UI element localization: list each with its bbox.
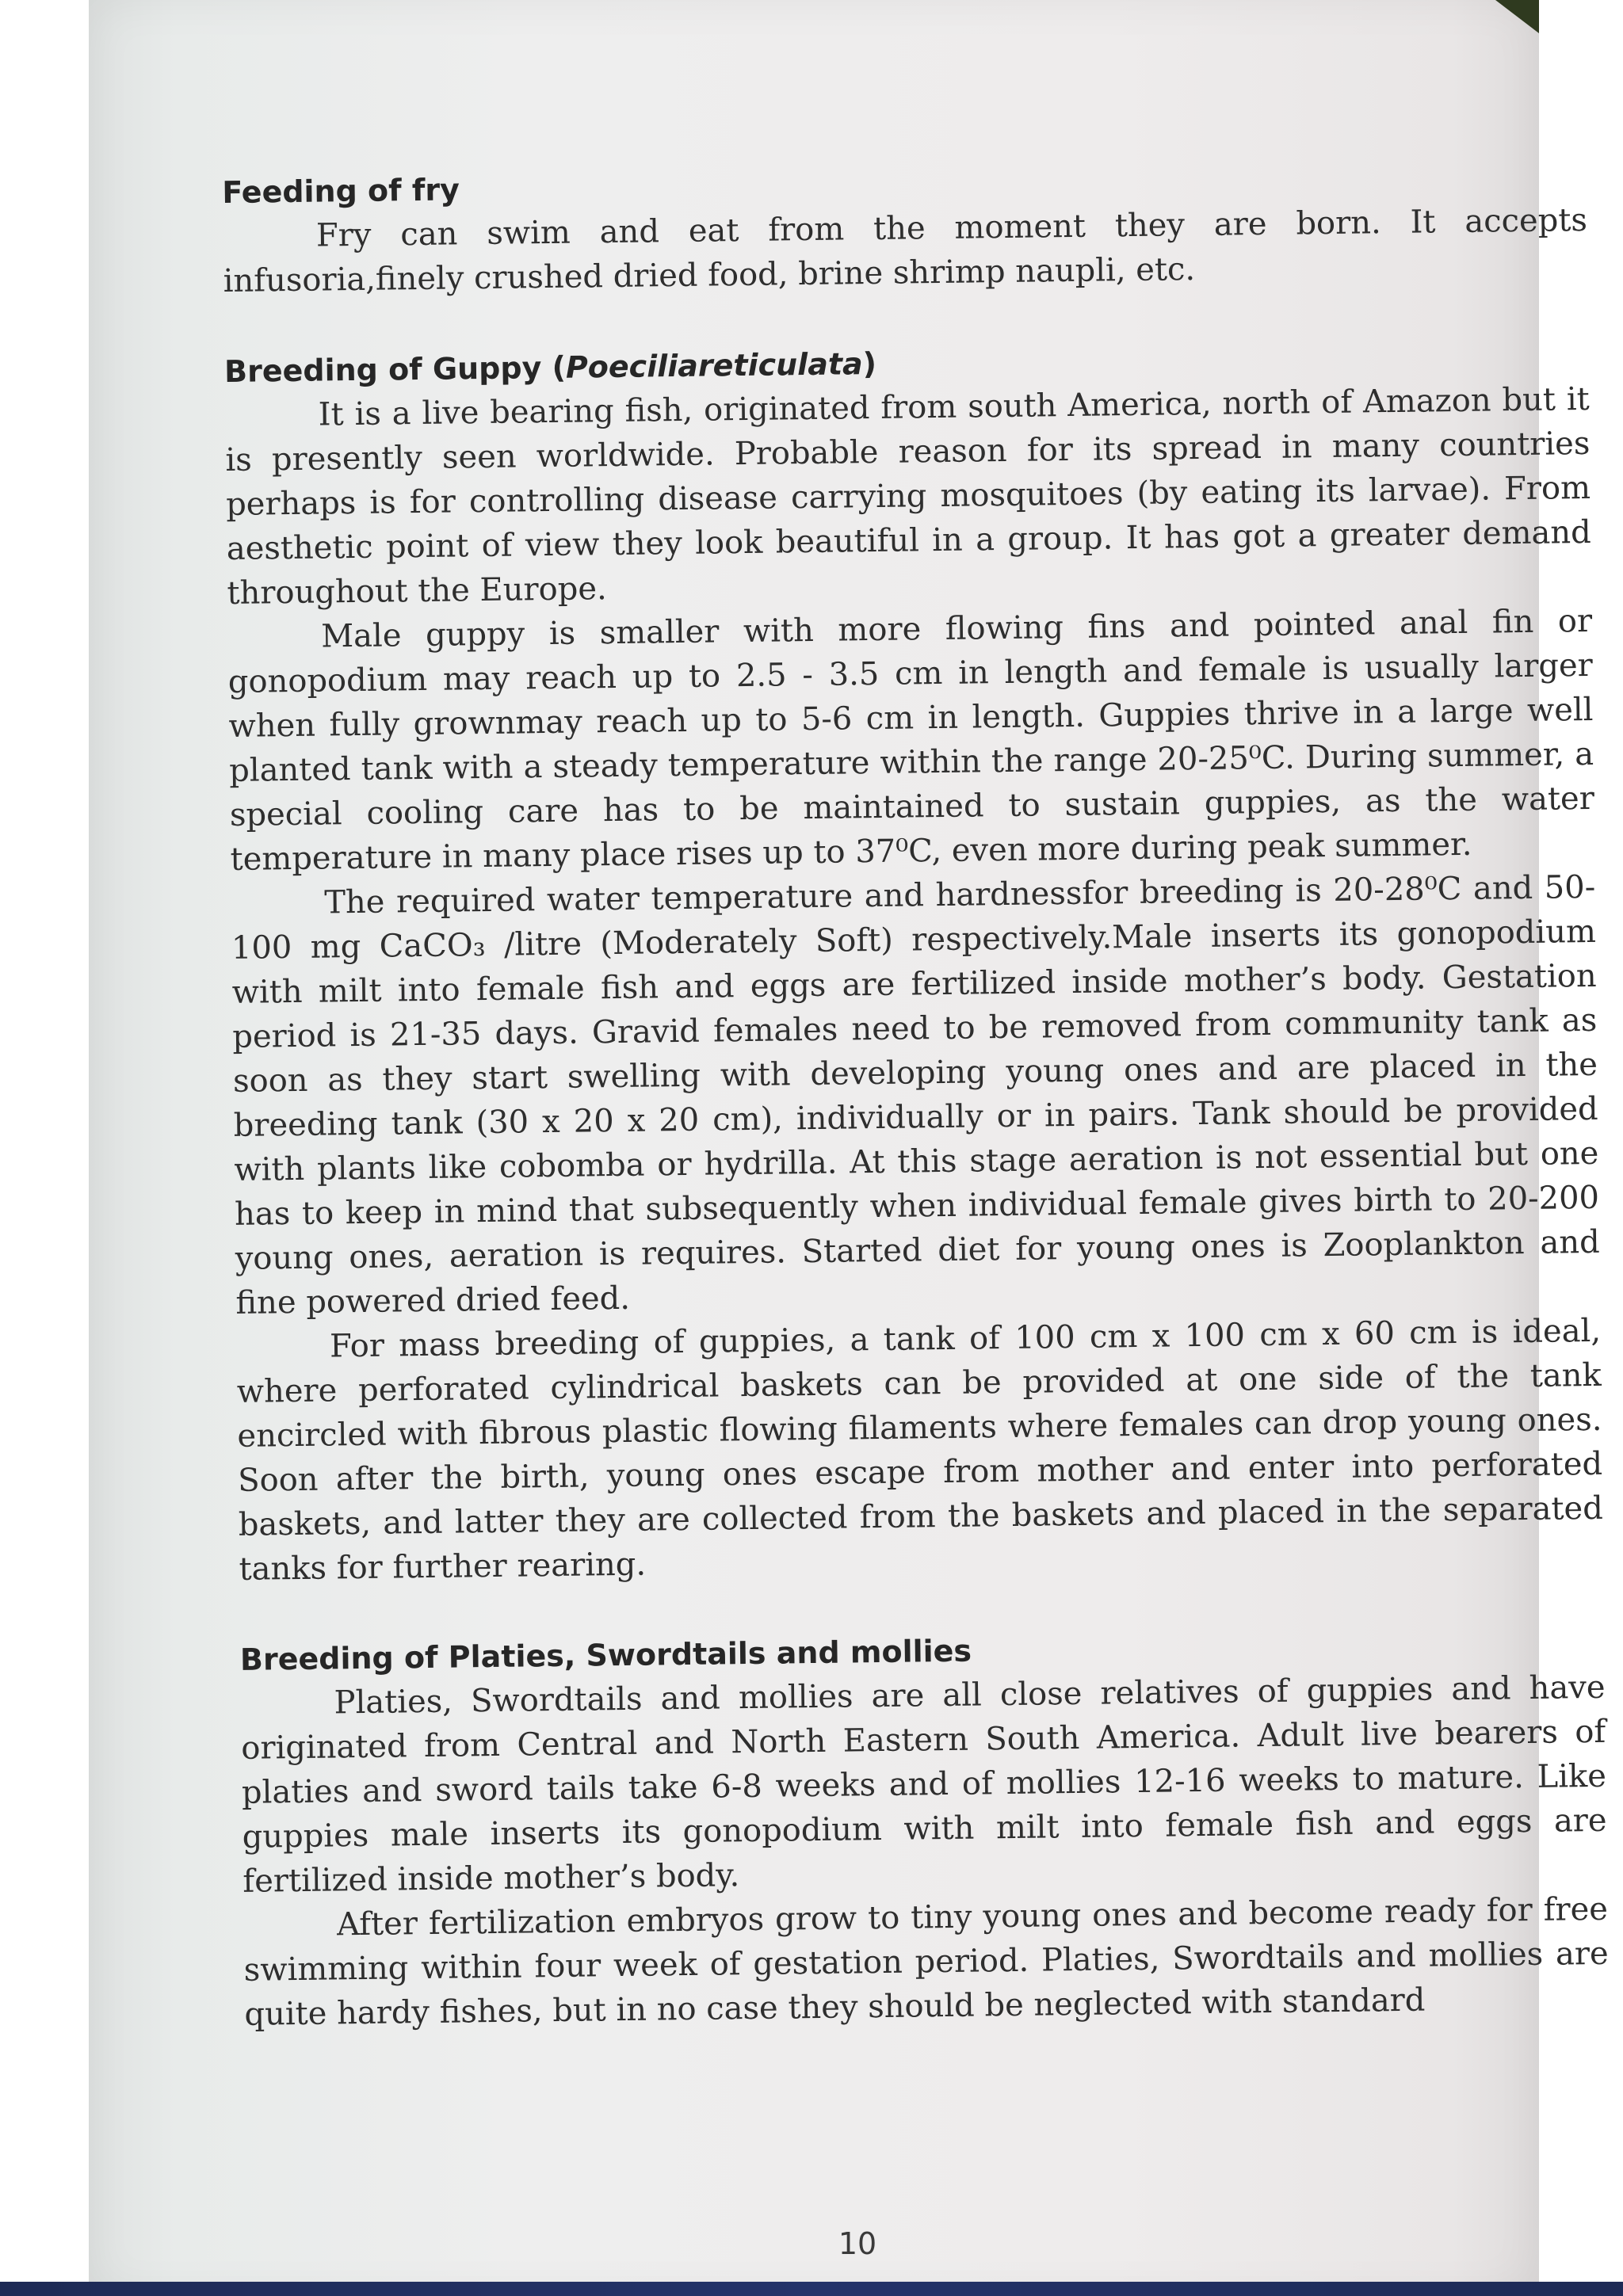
paragraph-platies-relatives: Platies, Swordtails and mollies are all close relatives of guppies and have originated from Central and North Eastern South America. Adult live bearers of platies and sword tails take 6-8 weeks and of mollies 12-16 weeks to mature. Like guppies male inserts its gonopodium with milt into female fish and eggs are fertilized inside mother’s body. bbox=[241, 1669, 1607, 1900]
paragraph-guppy-mass-breeding: For mass breeding of guppies, a tank of 100 cm x 100 cm x 60 cm is ideal, where perforated cylindrical baskets can be provided at one side of the tank encircled with fibrous plastic flowing filaments where females can drop young ones. Soon after the birth, young ones escape from mother and enter into perforated baskets, and latter they are collected from the baskets and placed in the separated tanks for further rearing. bbox=[236, 1312, 1604, 1588]
paragraph-feeding-of-fry: Fry can swim and eat from the moment they are born. It accepts infusoria,finely crushed dried food, brine shrimp naupli, etc. bbox=[223, 201, 1588, 299]
page-corner-shadow bbox=[1495, 0, 1539, 33]
paragraph-platies-fertilization: After fertilization embryos grow to tiny young ones and become ready for free swimming within four week of gestation period. Platies, Swordtails and mollies are quite hardy fishes, but in no case they should be neglected with standard bbox=[243, 1890, 1609, 2033]
book-page bbox=[89, 0, 1609, 2296]
paragraph-guppy-breeding-conditions: The required water temperature and hardnessfor breeding is 20-28⁰C and 50-100 mg CaCO₃ /litre (Moderately Soft) respectively.Male inserts its gonopodium with milt into female fish and eggs are fertilized inside mother’s body. Gestation period is 21-35 days. Gravid females need to be removed from community tank as soon as they start swelling with developing young ones and are placed in the breeding tank (30 x 20 x 20 cm), individually or in pairs. Tank should be provided with plants like cobomba or hydrilla. At this stage aeration is not essential but one has to keep in mind that subsequently when individual female gives birth to 20-200 young ones, aeration is requires. Started diet for young ones is Zooplankton and fine powered dried feed. bbox=[231, 868, 1600, 1322]
heading-breeding-of-platies: Breeding of Platies, Swordtails and mollies bbox=[239, 1633, 972, 1677]
paragraph-guppy-origin: It is a live bearing fish, originated from south America, north of Amazon but it is presently seen worldwide. Probable reason for its spread in many countries perhaps is for controlling disease carrying mosquitoes (by eating its larvae). From aesthetic point of view they look beautiful in a group. It has got a greater demand throughout the Europe. bbox=[225, 380, 1591, 612]
heading-feeding-of-fry: Feeding of fry bbox=[222, 172, 460, 210]
table-edge bbox=[0, 2282, 1623, 2296]
page-content bbox=[222, 154, 1610, 2037]
page-number: 10 bbox=[838, 2226, 877, 2261]
heading-guppy-suffix: ) bbox=[862, 345, 877, 382]
paragraph-guppy-size: Male guppy is smaller with more flowing fins and pointed anal fin or gonopodium may reach up to 2.5 - 3.5 cm in length and female is usually larger when fully grownmay reach up to 5-6 cm in length. Guppies thrive in a large well planted tank with a steady temperature within the range 20-25⁰C. During summer, a special cooling care has to be maintained to sustain guppies, as the water temperature in many place rises up to 37⁰C, even more during peak summer. bbox=[227, 602, 1595, 878]
heading-guppy-species: Poeciliareticulata bbox=[565, 346, 863, 385]
heading-guppy-prefix: Breeding of Guppy ( bbox=[223, 349, 567, 389]
